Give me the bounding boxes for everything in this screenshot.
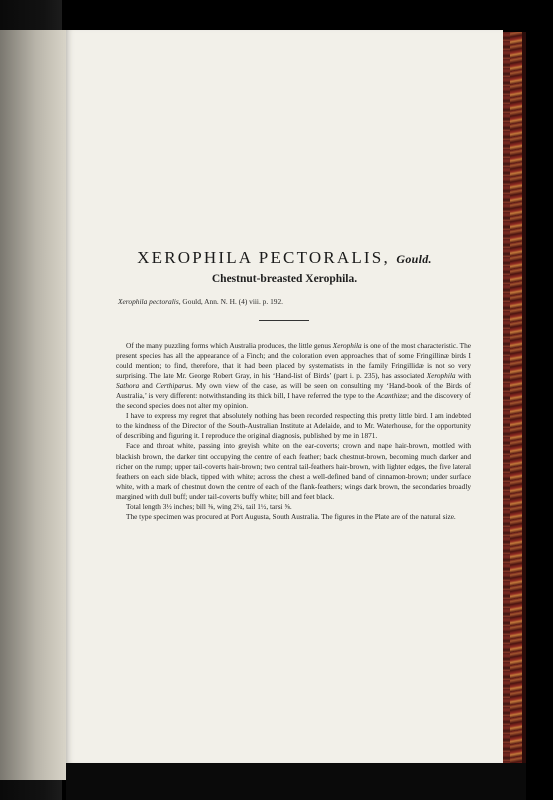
text-run: Of the many puzzling forms which Australia produces, the little genus <box>126 341 333 350</box>
citation-name: Xerophila pectoralis, <box>118 297 181 306</box>
background-bottom <box>66 763 526 800</box>
body-paragraph <box>116 341 471 411</box>
text-run: with <box>455 371 472 381</box>
text-run: The type specimen was procured at Port Augusta, South Australia. The figures in the Plate are of the natural size. <box>126 511 456 521</box>
text-run: ; and the discovery of the second species does not alter my opinion. <box>116 391 471 411</box>
citation <box>118 297 283 306</box>
body-text <box>116 341 471 522</box>
text-run: Total length 3½ inches; bill ⅜, wing 2¼, tail 1½, tarsi ⅝. <box>126 501 292 511</box>
text-run: . My own view of the case, as will be seen on consulting my ‘Hand-book of the Birds of Australia,’ is very different: notwithstanding its thick bill, I have referred the type to the <box>116 381 472 401</box>
author-name: Gould. <box>396 252 432 266</box>
left-page-edge <box>0 30 66 780</box>
body-paragraph <box>116 502 471 512</box>
page-title <box>66 248 503 268</box>
body-paragraph <box>116 441 471 501</box>
divider <box>259 320 309 321</box>
body-paragraph <box>116 512 471 522</box>
text-run: I have to express my regret that absolutely nothing has been recorded respecting this pretty little bird. I am indebted to the kindness of the Director of the South-Australian Institute at Adelaide, and to Mr. Waterhouse, for the opportunity of describing and figuring it. I reproduce the original diagnosis, published by me in 1871. <box>116 411 471 441</box>
background-right <box>526 0 553 800</box>
italic-text: Acanthizæ <box>376 391 408 401</box>
body-paragraph <box>116 411 471 441</box>
italic-text: Xerophila <box>426 371 456 381</box>
marbled-edge-inner <box>503 32 510 772</box>
italic-text: Certhiparus <box>155 381 192 391</box>
text-run: is one of the most characteristic. The present species has all the appearance of a Finch; and the coloration even approaches that of some Fringillinæ birds I could mention; to find, therefore, that it had been placed by systematists in the family Fringillidæ is not so very surprising. The late Mr. George Robert Gray, in his ‘Hand-list of Birds’ (part i. p. 235), has associated <box>116 341 471 381</box>
species-name: XEROPHILA PECTORALIS, <box>137 248 390 267</box>
italic-text: Sathora <box>116 381 140 391</box>
text-run: Face and throat white, passing into greyish white on the ear-coverts; crown and nape hair-brown, mottled with blackish brown, the darker tint occupying the centre of each feather; back chestnut-brown, becoming much darker and richer on the rump; upper tail-coverts hair-brown; two central tail-feathers hair-brown, with lighter edges, the five lateral feathers on each side black, tipped with white; across the chest a well-defined band of cinnamon-brown; under surface white, with a mark of chestnut down the centre of each of the flank-feathers; wings dark brown, the secondaries broadly margined with dull buff; under tail-coverts buffy white; bill and feet black. <box>116 441 471 501</box>
citation-reference: Gould, Ann. N. H. (4) viii. p. 192. <box>182 297 283 306</box>
italic-text: Xerophila <box>332 341 362 350</box>
marbled-edge <box>510 32 522 772</box>
text-run: and <box>139 381 156 391</box>
common-name: Chestnut-breasted Xerophila. <box>211 273 358 285</box>
